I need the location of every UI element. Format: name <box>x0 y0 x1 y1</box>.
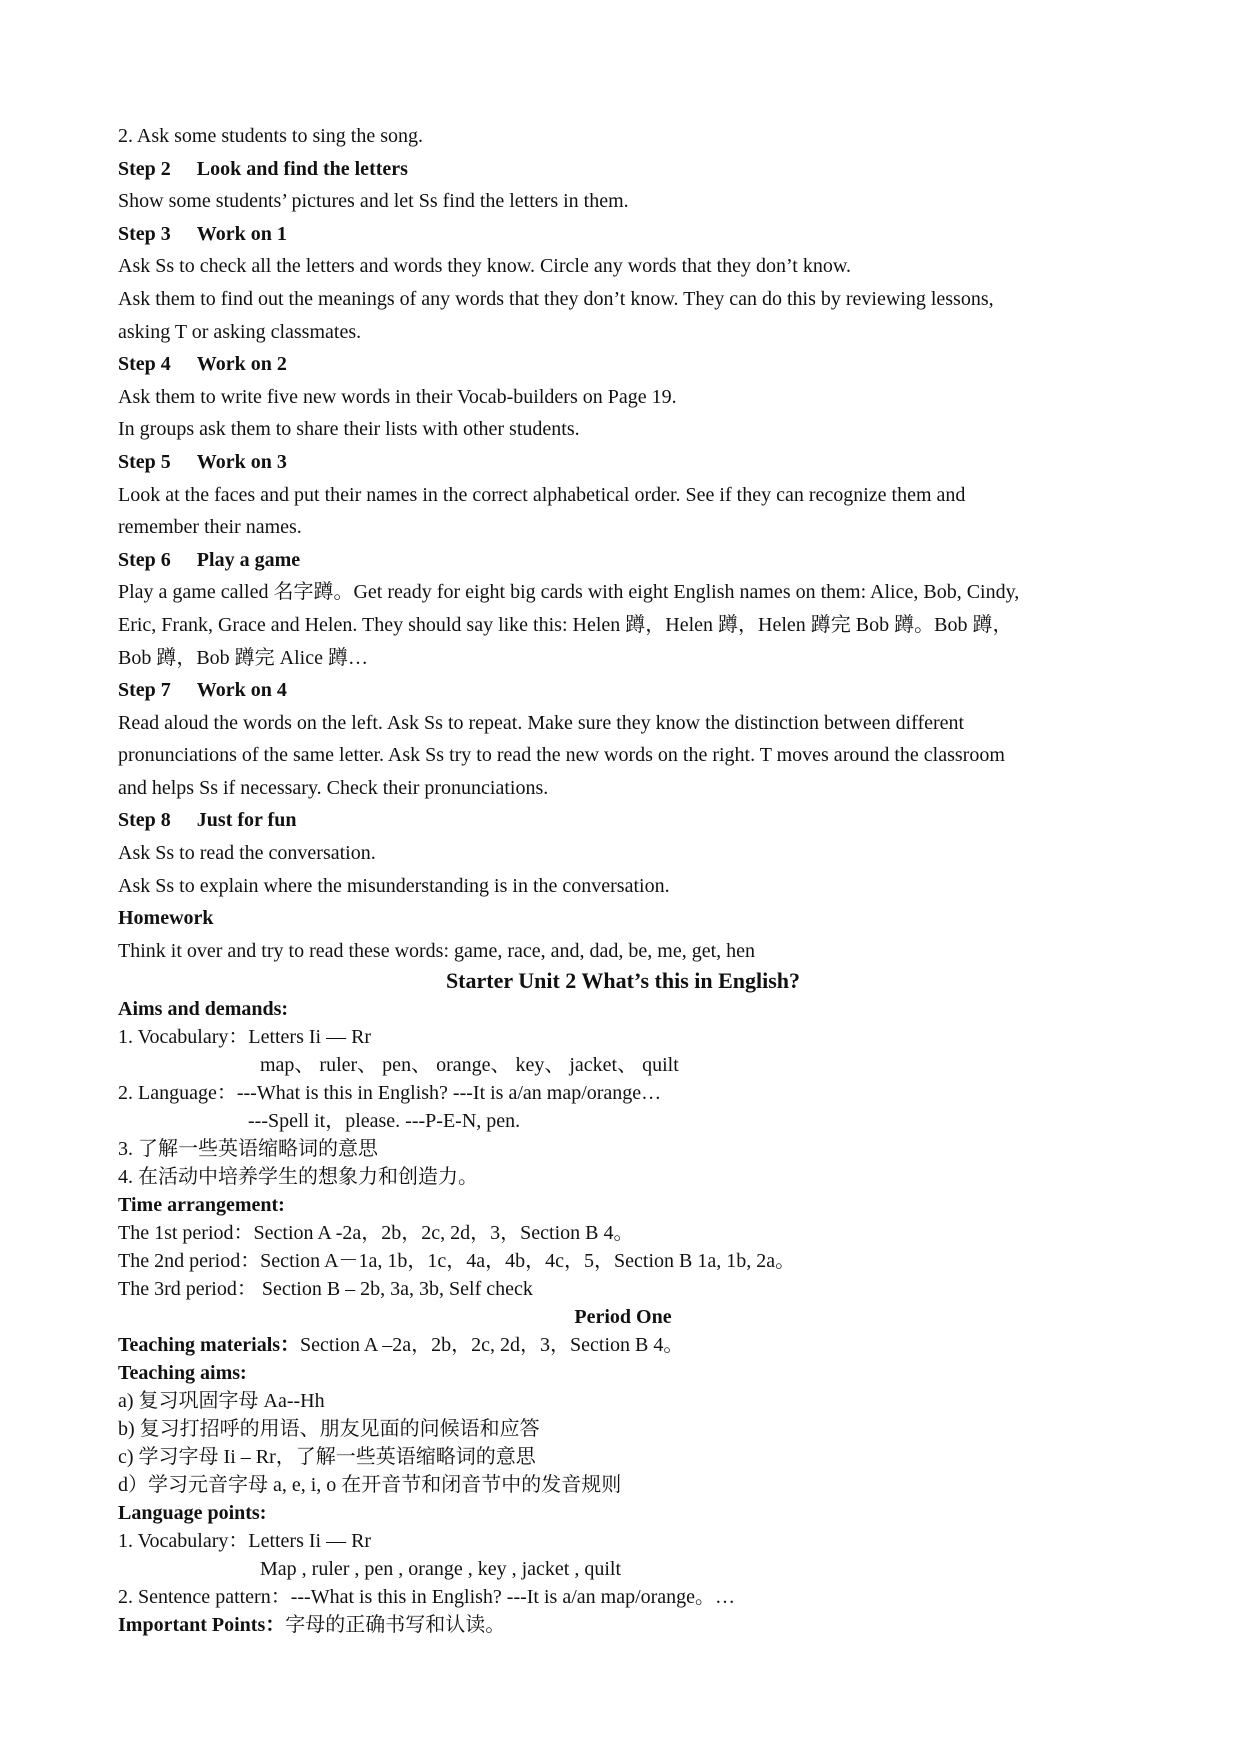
aim-3: 3. 了解一些英语缩略词的意思 <box>118 1138 378 1161</box>
homework-text: Think it over and try to read these words: game, race, and, dad, be, me, get, hen <box>118 939 756 962</box>
step3-text-2b: asking T or asking classmates. <box>118 320 362 343</box>
language-line-1: 2. Language：---What is this in English? ---It is a/an map/orange… <box>118 1082 662 1105</box>
step8-text-1: Ask Ss to read the conversation. <box>118 842 376 865</box>
lp-vocab-line-1: 1. Vocabulary：Letters Ii — Rr <box>118 1530 372 1553</box>
step4-heading <box>118 348 1128 381</box>
step4-text-1: Ask them to write five new words in their Vocab-builders on Page 19. <box>118 385 677 408</box>
step6-text-c: Bob 蹲，Bob 蹲完 Alice 蹲… <box>118 646 368 669</box>
vocab-line-1: 1. Vocabulary：Letters Ii — Rr <box>118 1026 372 1049</box>
step2-heading <box>118 153 1128 186</box>
step5-text-a: Look at the faces and put their names in the correct alphabetical order. See if they can recognize them and <box>118 483 966 506</box>
step8-heading <box>118 804 1128 837</box>
aim-4: 4. 在活动中培养学生的想象力和创造力。 <box>118 1166 478 1189</box>
unit-title: Starter Unit 2 What’s this in English? <box>445 968 801 994</box>
lp-sentence-pattern: 2. Sentence pattern：---What is this in English? ---It is a/an map/orange。… <box>118 1586 736 1609</box>
period-1: The 1st period：Section A -2a，2b，2c, 2d，3，Section B 4。 <box>118 1222 634 1245</box>
step-title: Look and find the letters <box>196 157 408 180</box>
step-number: Step 7 <box>118 679 171 702</box>
teaching-materials-text: Section A –2a，2b，2c, 2d，3，Section B 4。 <box>300 1334 684 1357</box>
step3-heading <box>118 218 1128 251</box>
step8-text-2: Ask Ss to explain where the misunderstanding is in the conversation. <box>118 874 670 897</box>
step-title: Play a game <box>196 548 301 571</box>
step-title: Work on 2 <box>196 353 287 376</box>
line-sing-song: 2. Ask some students to sing the song. <box>118 125 424 147</box>
step5-heading <box>118 446 1128 479</box>
step6-text-a: Play a game called 名字蹲。Get ready for eight big cards with eight English names on them: Alice, Bob, Cindy, <box>118 581 1020 604</box>
teaching-aim-d: d）学习元音字母 a, e, i, o 在开音节和闭音节中的发音规则 <box>118 1474 622 1497</box>
step6-heading <box>118 544 1128 577</box>
step-number: Step 8 <box>118 809 171 832</box>
language-line-2: ---Spell it，please. ---P-E-N, pen. <box>248 1110 521 1133</box>
step7-heading <box>118 674 1128 707</box>
period-3: The 3rd period： Section B – 2b, 3a, 3b, Self check <box>118 1278 533 1301</box>
step-number: Step 2 <box>118 157 171 180</box>
period-one-heading: Period One <box>574 1306 672 1329</box>
step6-text-b: Eric, Frank, Grace and Helen. They should say like this: Helen 蹲，Helen 蹲，Helen 蹲完 Bob 蹲。Bob 蹲， <box>118 613 1013 636</box>
time-heading: Time arrangement: <box>118 1194 285 1217</box>
step3-text-2a: Ask them to find out the meanings of any words that they don’t know. They can do this by reviewing lessons, <box>118 287 994 310</box>
step7-text-c: and helps Ss if necessary. Check their pronunciations. <box>118 776 549 799</box>
vocab-line-2: map、 ruler、 pen、 orange、 key、 jacket、 quilt <box>260 1054 679 1077</box>
teaching-materials <box>118 1331 1128 1359</box>
important-points-label: Important Points： <box>118 1614 286 1637</box>
step4-text-2: In groups ask them to share their lists with other students. <box>118 418 580 441</box>
step-number: Step 4 <box>118 353 171 376</box>
teaching-aim-c: c) 学习字母 Ii – Rr，了解一些英语缩略词的意思 <box>118 1446 536 1469</box>
step7-text-b: pronunciations of the same letter. Ask Ss try to read the new words on the right. T moves around the classroom <box>118 744 1005 767</box>
important-points-text: 字母的正确书写和认读。 <box>285 1614 506 1637</box>
step3-text-1: Ask Ss to check all the letters and words they know. Circle any words that they don’t know. <box>118 255 852 278</box>
period-2: The 2nd period：Section A－1a, 1b，1c，4a，4b，4c，5，Section B 1a, 1b, 2a。 <box>118 1250 796 1273</box>
aims-heading: Aims and demands: <box>118 998 289 1021</box>
teaching-aim-a: a) 复习巩固字母 Aa--Hh <box>118 1390 325 1413</box>
teaching-aims-heading: Teaching aims: <box>118 1362 247 1385</box>
step-title: Work on 1 <box>196 222 287 245</box>
step-number: Step 3 <box>118 222 171 245</box>
important-points <box>118 1611 1128 1639</box>
step2-text: Show some students’ pictures and let Ss find the letters in them. <box>118 190 629 213</box>
step5-text-b: remember their names. <box>118 516 302 539</box>
homework-heading: Homework <box>118 907 214 930</box>
step-title: Just for fun <box>196 809 297 832</box>
step-number: Step 6 <box>118 548 171 571</box>
teaching-aim-b: b) 复习打招呼的用语、朋友见面的问候语和应答 <box>118 1418 540 1441</box>
language-points-heading: Language points: <box>118 1502 267 1525</box>
lp-vocab-line-2: Map , ruler , pen , orange , key , jacket , quilt <box>260 1558 621 1581</box>
document-page <box>118 120 1128 1639</box>
step7-text-a: Read aloud the words on the left. Ask Ss to repeat. Make sure they know the distinction between different <box>118 711 965 734</box>
step-title: Work on 4 <box>196 679 287 702</box>
step-number: Step 5 <box>118 450 171 473</box>
step-title: Work on 3 <box>196 450 287 473</box>
teaching-materials-label: Teaching materials： <box>118 1334 301 1357</box>
